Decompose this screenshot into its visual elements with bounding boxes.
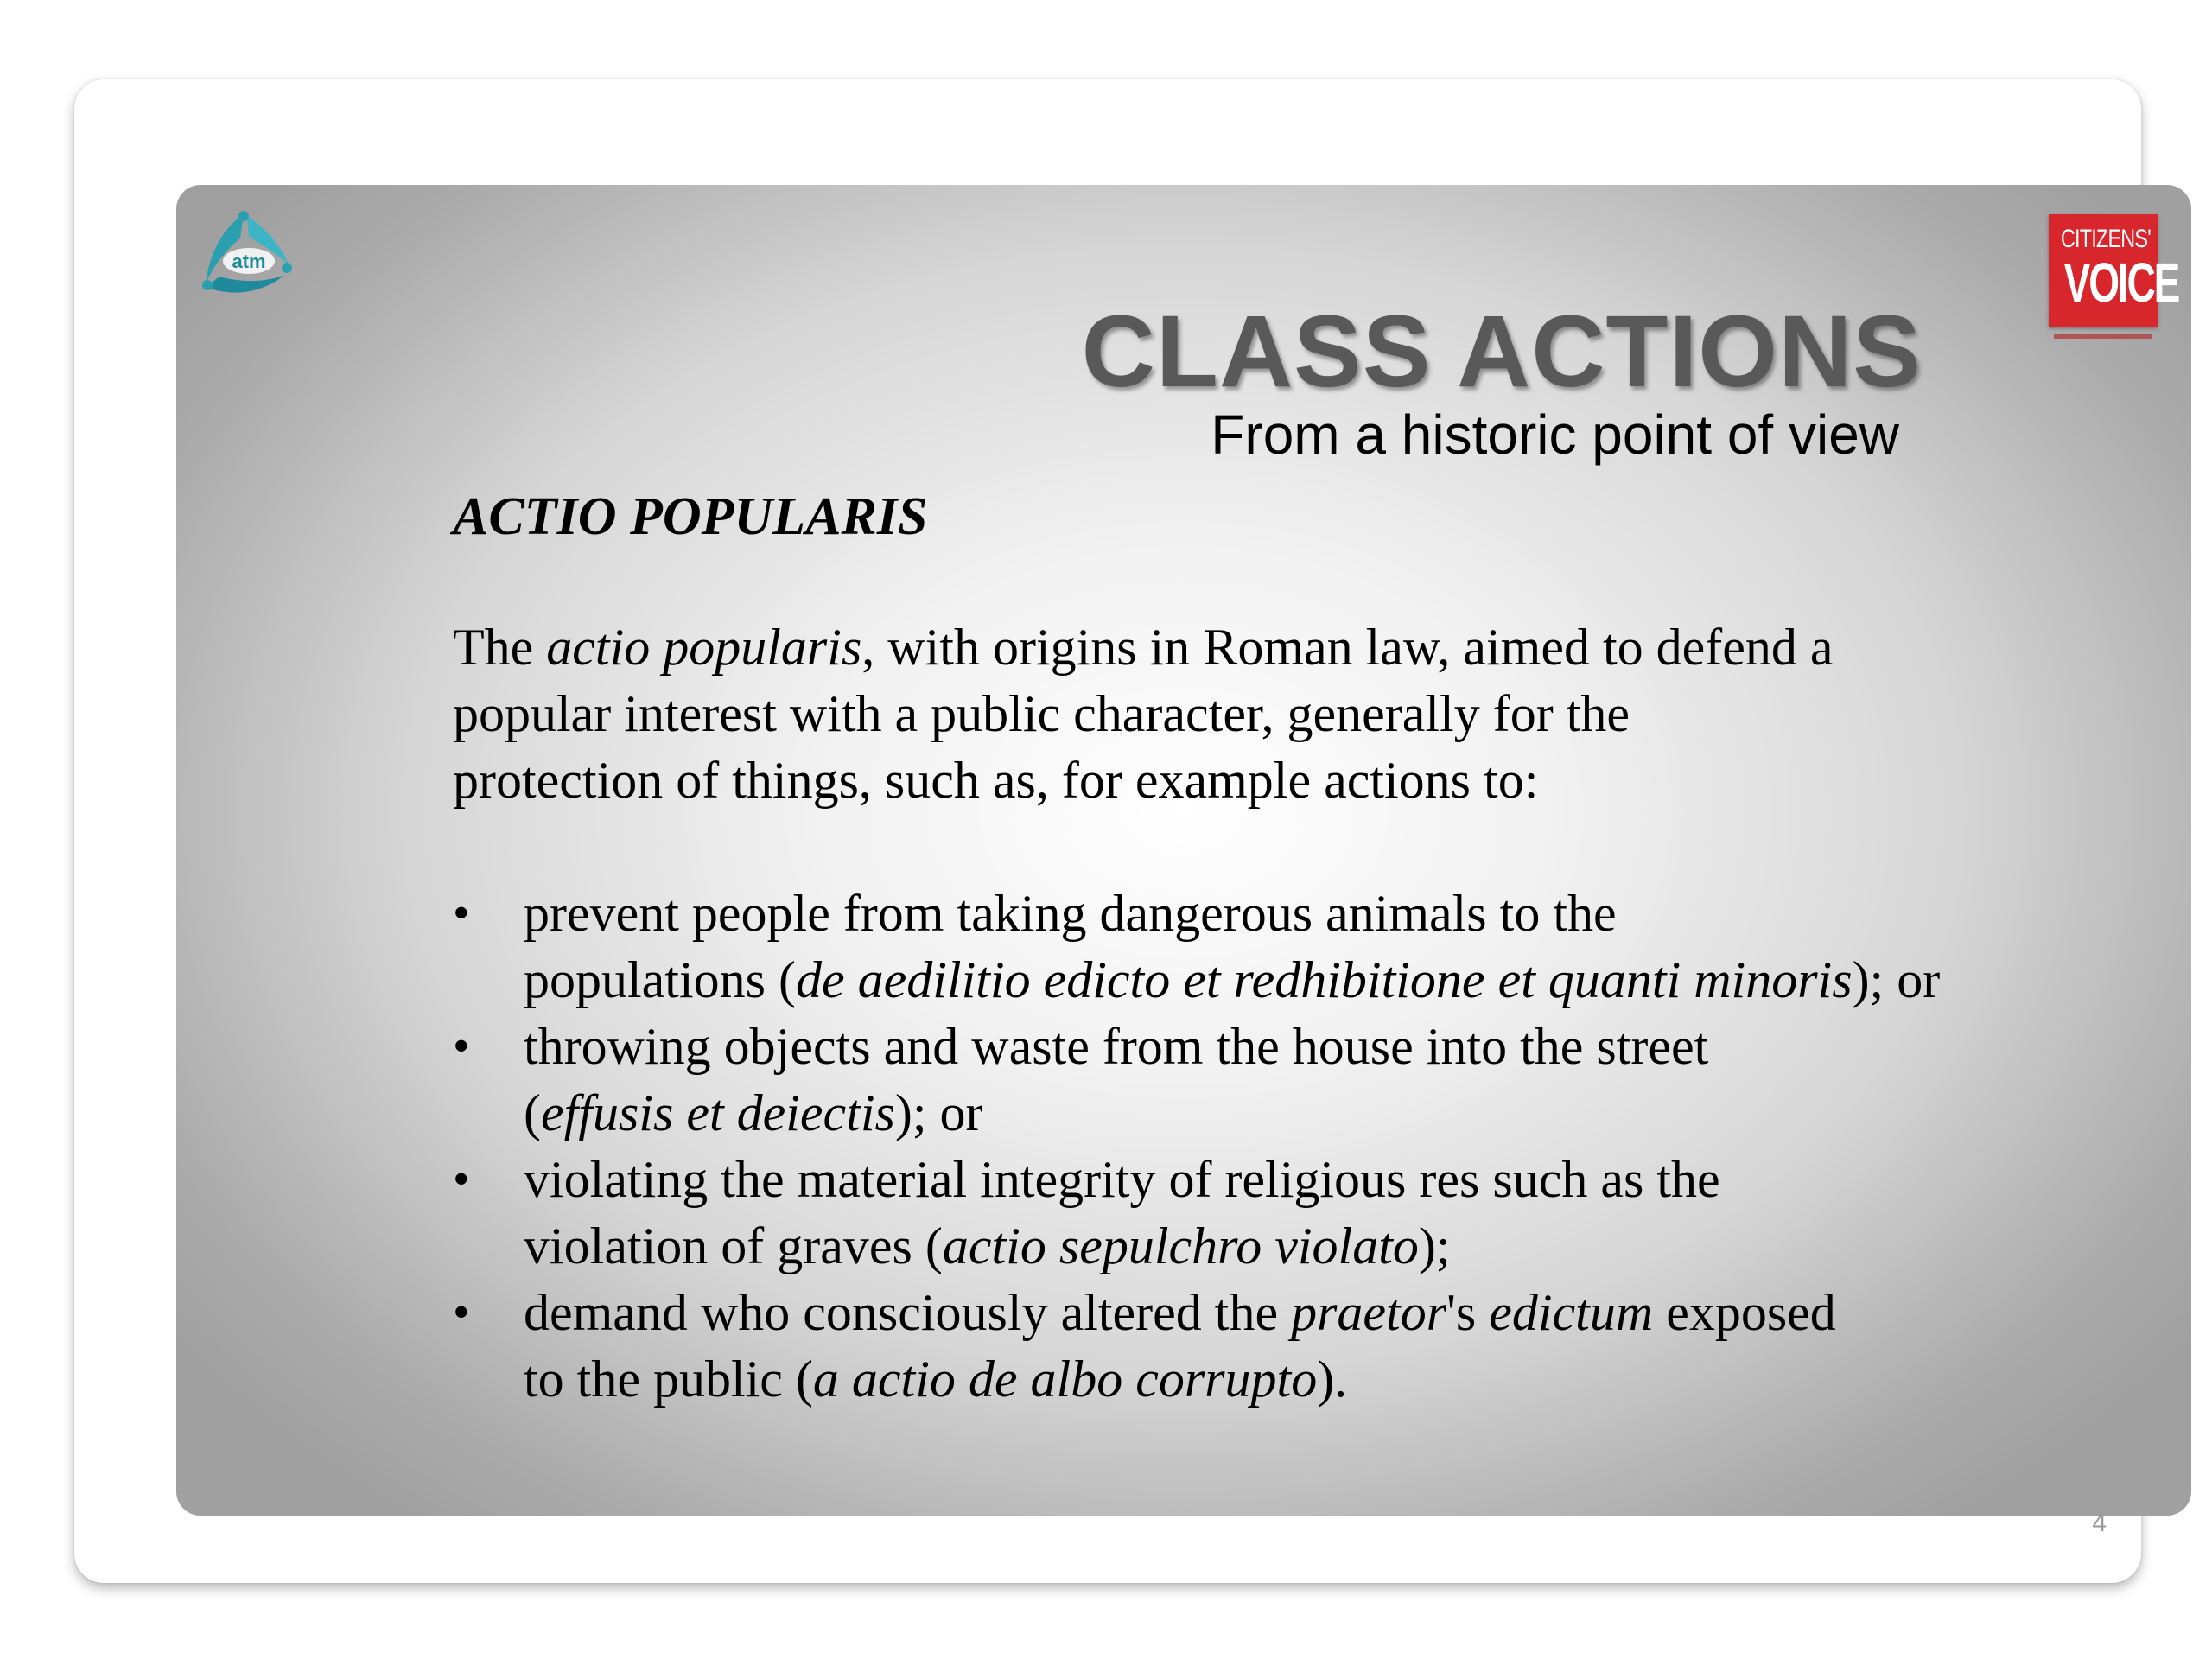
text-segment: , with origins in Roman law, aimed to defend a	[861, 619, 1834, 676]
text-segment: ); or	[894, 1084, 983, 1141]
latin-term: praetor	[1291, 1284, 1447, 1341]
bullet-item	[453, 1147, 1940, 1280]
latin-term: edictum	[1489, 1284, 1654, 1341]
bullet-line	[524, 947, 1940, 1014]
text-segment: to the public (	[524, 1351, 813, 1408]
logo-strip	[2054, 334, 2152, 339]
bullet-marker: •	[453, 1020, 470, 1073]
text-segment: 's	[1446, 1284, 1490, 1341]
slide-page	[74, 79, 2179, 1583]
bullet-line: violating the material integrity of religious res such as the	[524, 1151, 1720, 1208]
intro-line	[453, 614, 1904, 681]
bullet-marker: •	[453, 887, 470, 940]
text-segment: populations (	[524, 951, 796, 1008]
text-segment: The	[453, 619, 547, 676]
bullet-line	[524, 1280, 1940, 1346]
latin-term: de aedilitio edicto et redhibitione et quanti minoris	[795, 951, 1853, 1008]
logo-line-citizens: CITIZENS'	[2060, 225, 2151, 253]
text-segment: (	[524, 1084, 541, 1141]
atm-logo-icon	[199, 207, 294, 302]
text-segment: exposed	[1653, 1284, 1836, 1341]
bullet-line	[524, 1080, 1940, 1147]
logo-line-voice: VOICE	[2063, 251, 2179, 314]
bullet-line	[524, 1346, 1940, 1413]
latin-term: a actio de albo corrupto	[812, 1351, 1318, 1408]
text-segment: ); or	[1852, 951, 1941, 1008]
bullet-list	[453, 880, 1940, 1413]
bullet-line: throwing objects and waste from the house into the street	[524, 1018, 1709, 1075]
slide-content	[176, 185, 2191, 1516]
text-segment: );	[1418, 1217, 1451, 1274]
bullet-item	[453, 1014, 1940, 1147]
citizens-voice-logo-box	[2049, 214, 2179, 327]
page-number: 4	[2092, 1509, 2107, 1537]
bullet-marker: •	[453, 1286, 470, 1339]
bullet-line: prevent people from taking dangerous animals to the	[524, 885, 1617, 942]
intro-paragraph	[453, 614, 1904, 814]
citizens-voice-logo	[2049, 214, 2179, 342]
latin-term: effusis et deiectis	[540, 1084, 895, 1141]
slide-title: CLASS ACTIONS	[1081, 295, 1922, 409]
intro-line: popular interest with a public character, generally for the	[453, 685, 1630, 742]
bullet-line	[524, 1213, 1940, 1280]
intro-line: protection of things, such as, for example actions to:	[453, 752, 1539, 809]
section-heading: ACTIO POPULARIS	[453, 487, 928, 546]
bullet-item	[453, 880, 1940, 1014]
bullet-marker: •	[453, 1153, 470, 1206]
text-segment: ).	[1317, 1351, 1348, 1408]
bullet-item	[453, 1280, 1940, 1413]
slide-subtitle: From a historic point of view	[1211, 404, 1899, 466]
latin-term: actio popularis	[546, 619, 862, 676]
svg-text:atm: atm	[232, 251, 266, 272]
latin-term: actio sepulchro violato	[942, 1217, 1419, 1274]
text-segment: violation of graves (	[524, 1217, 943, 1274]
text-segment: demand who consciously altered the	[524, 1284, 1292, 1341]
